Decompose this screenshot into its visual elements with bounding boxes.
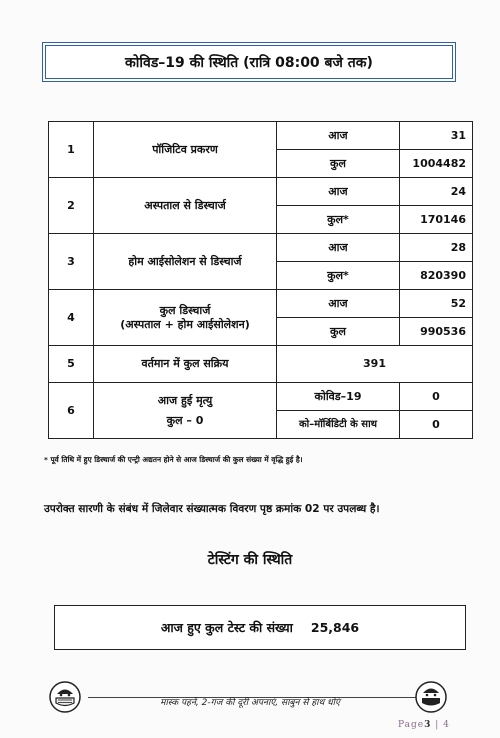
row-number: 3 — [49, 234, 94, 290]
row-label-line1: आज हुई मृत्यु — [157, 393, 213, 407]
row-number: 5 — [49, 346, 94, 383]
testing-heading: टेस्टिंग की स्थिति — [207, 552, 293, 568]
cell-value: 170146 — [400, 206, 473, 234]
table-row — [49, 178, 473, 206]
row-label: अस्पताल से डिस्चार्ज — [94, 178, 277, 234]
sub-label: आज — [277, 178, 400, 206]
sub-label: कोविड–19 — [277, 383, 400, 411]
footnote: * पूर्व तिथि में हुए डिस्चार्ज की एन्ट्री अद्यतन होने से आज डिस्चार्ज की कुल संख्या में वृद्धि हुई है। — [44, 455, 303, 464]
table-row — [49, 346, 473, 383]
row-number: 4 — [49, 290, 94, 346]
cell-value: 0 — [400, 383, 473, 411]
cell-value: 24 — [400, 178, 473, 206]
mask-face-icon — [414, 680, 448, 714]
sub-label: कुल* — [277, 262, 400, 290]
table-row — [49, 290, 473, 318]
sub-label: कुल* — [277, 206, 400, 234]
cell-value: 391 — [277, 346, 473, 383]
covid-status-table — [48, 121, 473, 439]
cell-value: 52 — [400, 290, 473, 318]
title-box — [42, 42, 456, 82]
mask-face-icon — [48, 680, 82, 714]
row-number: 2 — [49, 178, 94, 234]
footer-slogan: मास्क पहनें, 2-गज की दूरी अपनाएं, साबुन से हाथ धोएं — [152, 698, 348, 708]
page-number: Page3 | 4 — [398, 720, 450, 730]
table-row — [49, 122, 473, 150]
row-label-line2: (अस्पताल + होम आईसोलेशन) — [120, 317, 250, 331]
row-label: होम आईसोलेशन से डिस्चार्ज — [94, 234, 277, 290]
row-label: पॉजिटिव प्रकरण — [94, 122, 277, 178]
sub-label: को–मॉर्बिडिटी के साथ — [277, 411, 400, 439]
sub-label: कुल — [277, 318, 400, 346]
page-title: कोविड–19 की स्थिति (रात्रि 08:00 बजे तक) — [125, 54, 373, 71]
testing-box — [54, 605, 466, 650]
sub-label: आज — [277, 290, 400, 318]
cell-value: 820390 — [400, 262, 473, 290]
sub-label: आज — [277, 234, 400, 262]
row-label-line2: कुल – 0 — [166, 413, 204, 427]
testing-value: 25,846 — [310, 620, 360, 635]
cell-value: 990536 — [400, 318, 473, 346]
cell-value: 0 — [400, 411, 473, 439]
row-number: 6 — [49, 383, 94, 439]
testing-label: आज हुए कुल टेस्ट की संख्या — [160, 620, 293, 635]
row-label — [94, 290, 277, 346]
table-row — [49, 234, 473, 262]
row-label: वर्तमान में कुल सक्रिय — [94, 346, 277, 383]
row-number: 1 — [49, 122, 94, 178]
reference-paragraph: उपरोक्त सारणी के संबंध में जिलेवार संख्यात्मक विवरण पृष्ठ क्रमांक 02 पर उपलब्ध है। — [44, 503, 380, 515]
sub-label: आज — [277, 122, 400, 150]
cell-value: 1004482 — [400, 150, 473, 178]
row-label-line1: कुल डिस्चार्ज — [159, 303, 211, 317]
table-row — [49, 383, 473, 411]
sub-label: कुल — [277, 150, 400, 178]
cell-value: 28 — [400, 234, 473, 262]
cell-value: 31 — [400, 122, 473, 150]
row-label — [94, 383, 277, 439]
